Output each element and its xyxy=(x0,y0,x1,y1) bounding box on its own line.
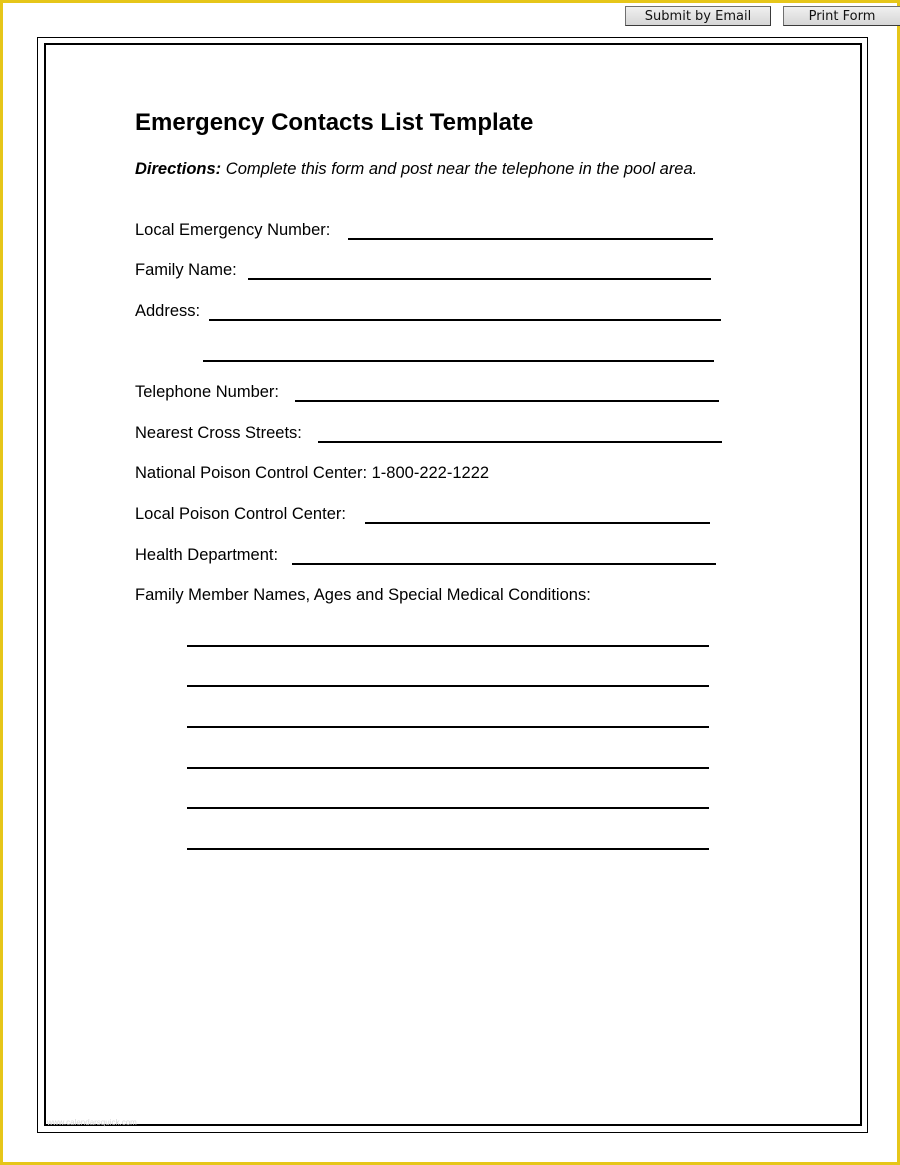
family-member-field[interactable] xyxy=(187,669,709,687)
address-label: Address: xyxy=(135,302,201,320)
print-form-button[interactable]: Print Form xyxy=(783,6,900,26)
family-member-field[interactable] xyxy=(187,710,709,728)
cross-streets-field[interactable] xyxy=(318,425,722,443)
address-field-line-1[interactable] xyxy=(209,303,721,321)
health-department-label: Health Department: xyxy=(135,546,279,564)
family-member-field[interactable] xyxy=(187,751,709,769)
family-member-field[interactable] xyxy=(187,791,709,809)
local-poison-control-field[interactable] xyxy=(365,506,710,524)
local-emergency-label: Local Emergency Number: xyxy=(135,221,331,239)
address-field-line-2[interactable] xyxy=(203,344,714,362)
submit-by-email-button[interactable]: Submit by Email xyxy=(625,6,771,26)
directions xyxy=(135,160,697,179)
local-emergency-field[interactable] xyxy=(348,222,713,240)
telephone-field[interactable] xyxy=(295,384,719,402)
family-name-field[interactable] xyxy=(248,262,711,280)
family-members-label: Family Member Names, Ages and Special Medical Conditions: xyxy=(135,586,591,604)
telephone-label: Telephone Number: xyxy=(135,383,280,401)
national-poison-control-text: National Poison Control Center: 1-800-222-1222 xyxy=(135,464,490,482)
page-title: Emergency Contacts List Template xyxy=(135,109,534,136)
local-poison-control-label: Local Poison Control Center: xyxy=(135,505,346,523)
health-department-field[interactable] xyxy=(292,547,716,565)
family-name-label: Family Name: xyxy=(135,261,237,279)
cross-streets-label: Nearest Cross Streets: xyxy=(135,424,302,442)
page-border-inner xyxy=(44,43,862,1126)
directions-label: Directions: xyxy=(135,160,222,178)
footer-watermark: www.calendarsquick.com xyxy=(47,1118,137,1127)
family-member-field[interactable] xyxy=(187,629,709,647)
family-member-field[interactable] xyxy=(187,832,709,850)
directions-text: Complete this form and post near the telephone in the pool area. xyxy=(225,160,698,178)
